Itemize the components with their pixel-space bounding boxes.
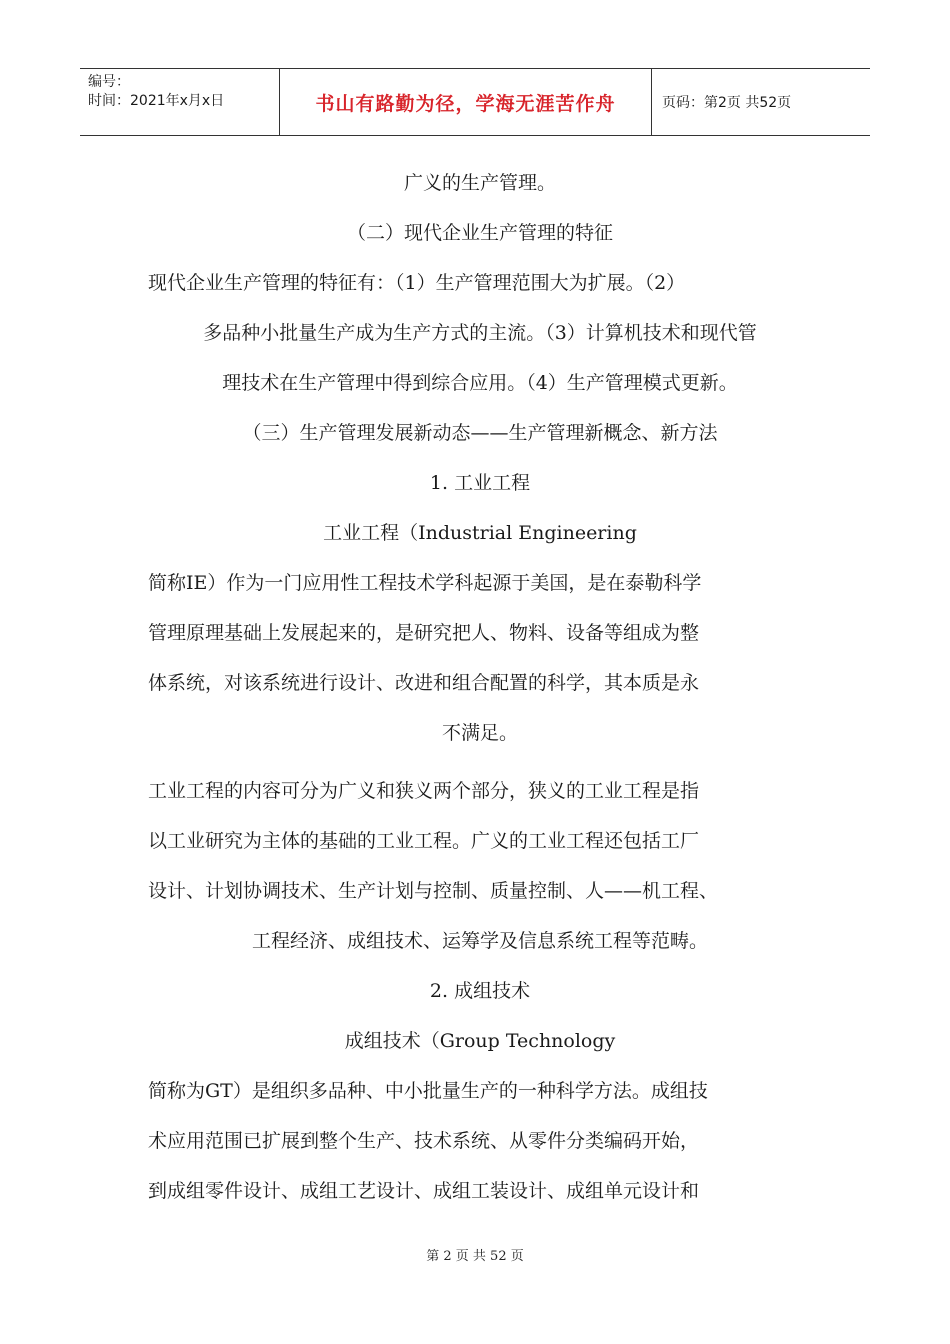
paragraph-line: 不满足。 — [441, 722, 518, 744]
header-meta — [80, 69, 280, 135]
section-heading: （二）现代企业生产管理的特征 — [346, 222, 613, 244]
paragraph-line: 到成组零件设计、成组工艺设计、成组工装设计、成组单元设计和 — [148, 1180, 700, 1202]
document-number-label: 编号： — [88, 74, 130, 90]
document-body — [140, 158, 820, 1216]
paragraph-line: 管理原理基础上发展起来的，是研究把人、物料、设备等组成为整 — [148, 622, 700, 644]
paragraph-line: 工业工程的内容可分为广义和狭义两个部分，狭义的工业工程是指 — [148, 780, 700, 802]
paragraph-line: 工程经济、成组技术、运筹学及信息系统工程等范畴。 — [251, 930, 708, 952]
paragraph-line: 工业工程（Industrial Engineering — [323, 522, 637, 544]
header-page-info: 页码：第2页 共52页 — [662, 95, 792, 111]
paragraph-line: 多品种小批量生产成为生产方式的主流。（3）计算机技术和现代管 — [203, 322, 757, 344]
page-footer: 第 2 页 共 52 页 — [426, 1249, 524, 1264]
section-heading: （三）生产管理发展新动态——生产管理新概念、新方法 — [242, 422, 718, 444]
page-header — [80, 68, 870, 136]
paragraph-line: 体系统，对该系统进行设计、改进和组合配置的科学，其本质是永 — [148, 672, 700, 694]
paragraph-line: 术应用范围已扩展到整个生产、技术系统、从零件分类编码开始， — [148, 1130, 700, 1152]
paragraph-line: 简称IE）作为一门应用性工程技术学科起源于美国，是在泰勒科学 — [148, 572, 702, 594]
paragraph-line: 理技术在生产管理中得到综合应用。（4）生产管理模式更新。 — [222, 372, 738, 394]
paragraph-line: 简称为GT）是组织多品种、中小批量生产的一种科学方法。成组技 — [148, 1080, 708, 1102]
document-time-label: 时间：2021年x月x日 — [88, 93, 225, 109]
paragraph-line: 现代企业生产管理的特征有：（1）生产管理范围大为扩展。（2） — [148, 272, 686, 294]
paragraph-line: 以工业研究为主体的基础的工业工程。广义的工业工程还包括工厂 — [148, 830, 700, 852]
paragraph-line: 设计、计划协调技术、生产计划与控制、质量控制、人——机工程、 — [148, 880, 719, 902]
subsection-heading: 1. 工业工程 — [429, 472, 531, 494]
paragraph-line: 广义的生产管理。 — [403, 172, 556, 194]
paragraph-line: 成组技术（Group Technology — [344, 1030, 616, 1052]
header-motto: 书山有路勤为径，学海无涯苦作舟 — [280, 69, 652, 135]
subsection-heading: 2. 成组技术 — [429, 980, 531, 1002]
